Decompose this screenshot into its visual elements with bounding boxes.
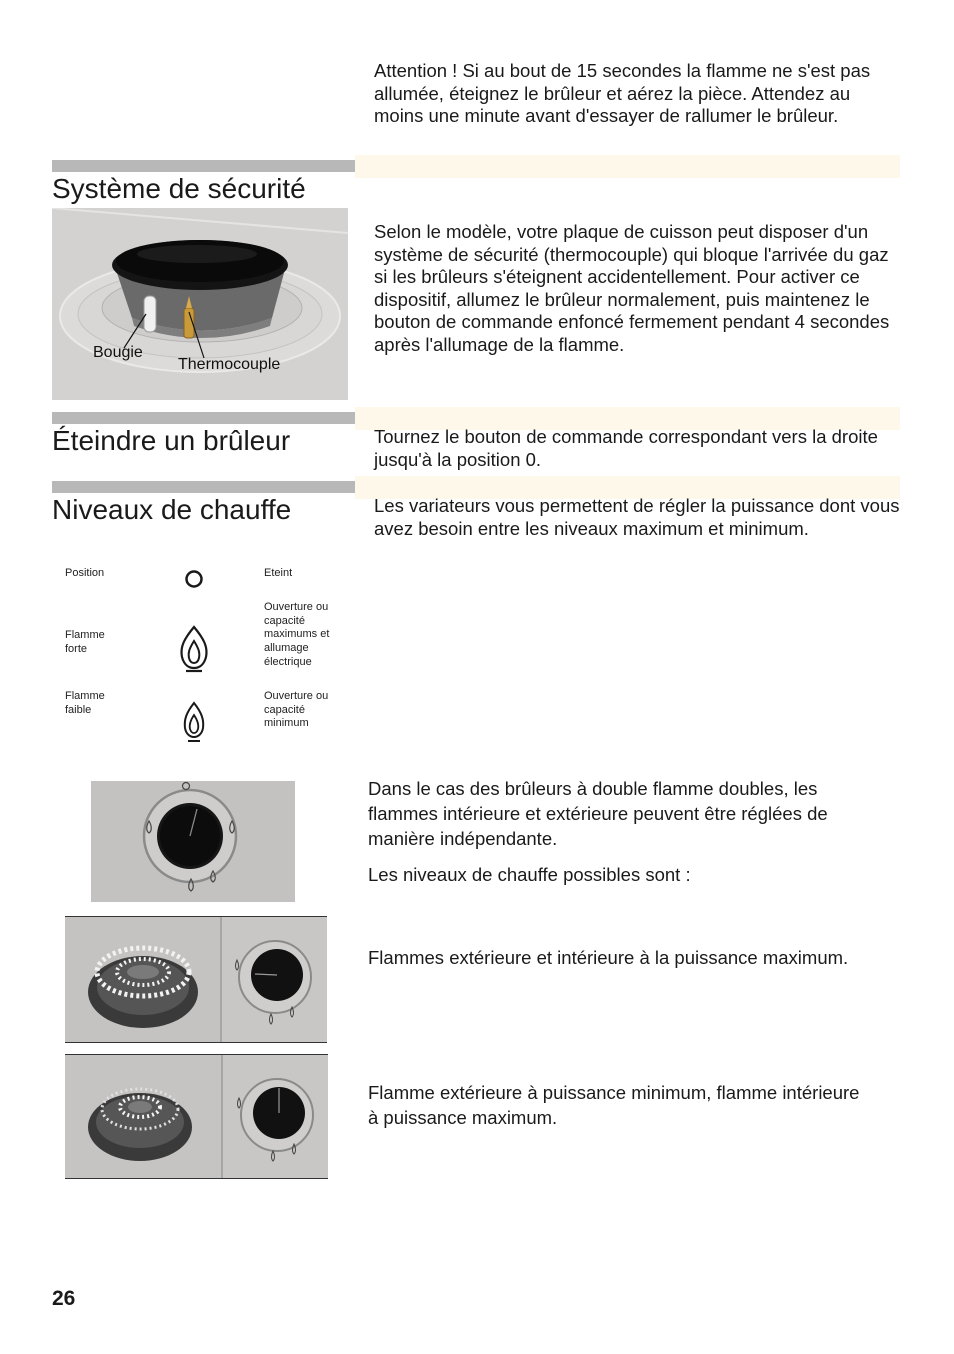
flamme-forte-description: Ouverture ou capacité maximums et allumage électrique bbox=[264, 601, 330, 668]
flamme-forte-label: Flamme forte bbox=[65, 629, 105, 655]
thermocouple-label: Thermocouple bbox=[178, 356, 281, 373]
section-shade bbox=[355, 155, 900, 178]
double-flame-knob-illustration bbox=[91, 781, 295, 902]
off-label: Eteint bbox=[264, 567, 293, 579]
section-divider bbox=[52, 481, 355, 493]
heat-levels-text: Les variateurs vous permettent de régler la puissance dont vous avez besoin entre les niveaux maximum et minimum. bbox=[374, 495, 900, 539]
section-divider bbox=[52, 412, 355, 424]
caption-max: Flammes extérieure et intérieure à la puissance maximum. bbox=[368, 947, 849, 968]
heat-levels-intro: Les niveaux de chauffe possibles sont : bbox=[368, 864, 691, 885]
max-flame-photo bbox=[65, 916, 327, 1043]
turn-off-text: Tournez le bouton de commande correspondant vers la droite jusqu'à la position 0. bbox=[374, 426, 878, 470]
flamme-faible-label: Flamme faible bbox=[65, 690, 105, 716]
mixed-flame-photo bbox=[65, 1054, 328, 1179]
off-circle-icon bbox=[183, 568, 205, 590]
bougie-label: Bougie bbox=[93, 344, 143, 361]
turn-off-heading: Éteindre un brûleur bbox=[52, 425, 291, 456]
attention-text: Attention ! Si au bout de 15 secondes la flamme ne s'est pas allumée, éteignez le brûleur et aérez la pièce. Attendez au moins une minute avant d'essayer de rallumer le brûleur. bbox=[374, 60, 871, 127]
position-label: Position bbox=[65, 567, 105, 579]
page-number: 26 bbox=[52, 1287, 76, 1310]
caption-mixed: Flamme extérieure à puissance minimum, flamme intérieure à puissance maximum. bbox=[368, 1082, 860, 1128]
thermocouple-illustration bbox=[52, 208, 348, 400]
small-flame-icon bbox=[182, 701, 206, 743]
double-flame-text: Dans le cas des brûleurs à double flamme doubles, les flammes intérieure et extérieure peuvent être réglées de manière indépendante. bbox=[368, 778, 828, 849]
safety-heading: Système de sécurité bbox=[52, 173, 306, 204]
flamme-faible-description: Ouverture ou capacité minimum bbox=[264, 690, 329, 730]
large-flame-icon bbox=[178, 625, 210, 673]
heat-levels-heading: Niveaux de chauffe bbox=[52, 494, 292, 525]
section-divider bbox=[52, 160, 355, 172]
safety-text: Selon le modèle, votre plaque de cuisson peut disposer d'un système de sécurité (thermocouple) qui bloque l'arrivée du gaz si les brûleurs s'éteignent accidentellement. Pour activer ce dispositif, allumez le brûleur normalement, puis maintenez le bouton de commande enfoncé fermement pendant 4 secondes après l'allumage de la flamme. bbox=[374, 221, 890, 355]
